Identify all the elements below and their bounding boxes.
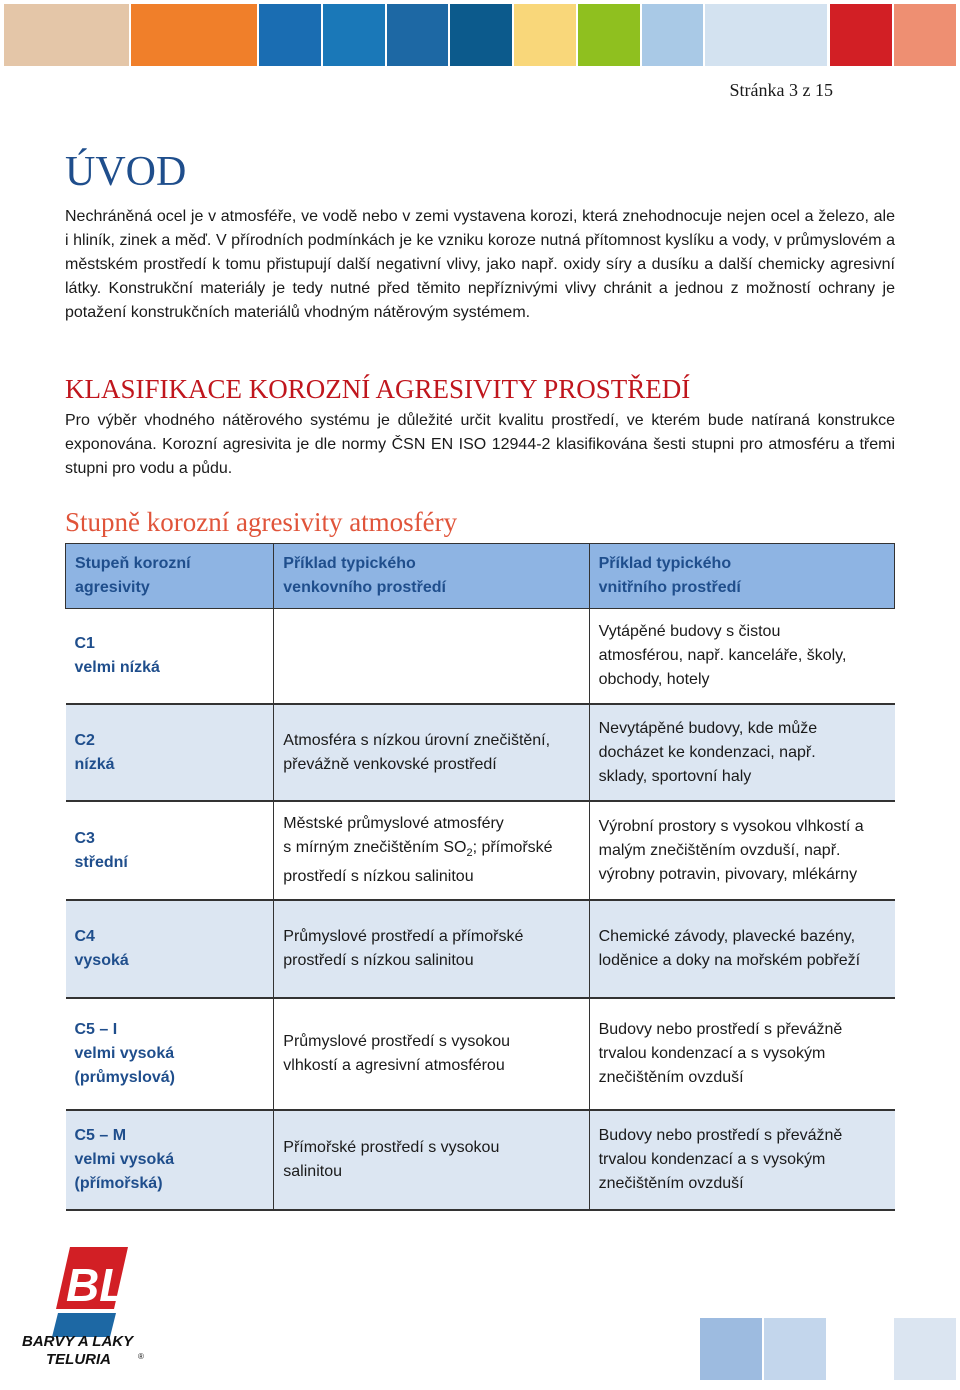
logo-line2: TELURIA	[46, 1351, 111, 1368]
table-row	[66, 998, 895, 1110]
header-indoor: Příklad typického vnitřního prostředí	[589, 544, 894, 609]
grade-cell: C3 střední	[66, 801, 274, 900]
table-row	[66, 900, 895, 998]
intro-paragraph: Nechráněná ocel je v atmosféře, ve vodě nebo v zemi vystavena korozi, která znehodnocuje nejen ocel a železo, ale i hliník, zinek a měď. V přírodních podmínkách je ke vzniku koroze nutná přítomnost kyslíku a vody, v průmyslovém a městském prostředí k tomu přistupují další negativní vlivy, jako např. oxidy síry a dusíku a další chemicky agresivní látky. Konstrukční materiály je tedy nutné před těmito nepříznivými vlivy chránit a jednou z možností ochrany je potažení konstrukčních materiálů vhodným nátěrovým systémem.	[65, 208, 895, 321]
logo-mark	[52, 1247, 128, 1337]
outdoor-cell: Městské průmyslové atmosféry s mírným znečištěním $SO_2$; přímořské prostředí s nízkou salinitou	[274, 801, 589, 900]
classification-title: KLASIFIKACE KOROZNÍ AGRESIVITY PROSTŘEDÍ	[65, 374, 691, 404]
atmosphere-title: Stupně korozní agresivity atmosféry	[65, 507, 458, 537]
outdoor-cell: Průmyslové prostředí s vysokou vlhkostí a agresivní atmosférou	[274, 998, 589, 1110]
grade-cell: C4 vysoká	[66, 900, 274, 998]
footer-band-block	[764, 1318, 826, 1380]
footer-band-block	[894, 1318, 956, 1380]
header-band-block	[514, 4, 576, 66]
outdoor-cell: Průmyslové prostředí a přímořské prostředí s nízkou salinitou	[274, 900, 589, 998]
header-band-block	[894, 4, 956, 66]
logo-registered: ®	[138, 1352, 144, 1361]
indoor-cell: Budovy nebo prostředí s převážně trvalou kondenzací a s vysokým znečištěním ovzduší	[589, 1110, 894, 1210]
outdoor-cell	[274, 609, 589, 705]
company-logo	[20, 1245, 170, 1370]
header-band-block	[4, 4, 129, 66]
header-band-block	[642, 4, 703, 66]
intro-title: ÚVOD	[65, 149, 187, 195]
classification-paragraph: Pro výběr vhodného nátěrového systému je důležité určit kvalitu prostředí, ve kterém bude natíraná konstrukce exponována. Korozní agresivita je dle normy ČSN EN ISO 12944-2 klasifikována šesti stupni pro atmosféru a třemi stupni pro vodu a půdu.	[65, 412, 895, 477]
indoor-cell: Chemické závody, plavecké bazény, loděnice a doky na mořském pobřeží	[589, 900, 894, 998]
logo-mark-text: BL	[66, 1259, 128, 1311]
grade-cell: C1 velmi nízká	[66, 609, 274, 705]
grade-cell: C2 nízká	[66, 704, 274, 801]
header-band-block	[830, 4, 892, 66]
header-color-band	[0, 4, 960, 66]
table-row	[66, 801, 895, 900]
indoor-cell: Vytápěné budovy s čistou atmosférou, např. kanceláře, školy, obchody, hotely	[589, 609, 894, 705]
indoor-cell: Nevytápěné budovy, kde může docházet ke kondenzaci, např. sklady, sportovní haly	[589, 704, 894, 801]
indoor-cell: Výrobní prostory s vysokou vlhkostí a malým znečištěním ovzduší, např. výrobny potravin, pivovary, mlékárny	[589, 801, 894, 900]
grade-cell: C5 – M velmi vysoká (přímořská)	[66, 1110, 274, 1210]
table-row	[66, 609, 895, 705]
outdoor-cell: Přímořské prostředí s vysokou salinitou	[274, 1110, 589, 1210]
header-band-block	[387, 4, 448, 66]
header-band-block	[705, 4, 827, 66]
header-outdoor: Příklad typického venkovního prostředí	[274, 544, 589, 609]
header-band-block	[259, 4, 321, 66]
table-row	[66, 1110, 895, 1210]
indoor-cell: Budovy nebo prostředí s převážně trvalou kondenzací a s vysokým znečištěním ovzduší	[589, 998, 894, 1110]
corrosivity-table	[65, 543, 895, 1211]
grade-cell: C5 – I velmi vysoká (průmyslová)	[66, 998, 274, 1110]
header-band-block	[131, 4, 257, 66]
header-grade: Stupeň korozní agresivity	[66, 544, 274, 609]
header-band-block	[450, 4, 512, 66]
table-header-row	[66, 544, 895, 609]
outdoor-cell: Atmosféra s nízkou úrovní znečištění, převážně venkovské prostředí	[274, 704, 589, 801]
header-band-block	[578, 4, 640, 66]
header-band-block	[323, 4, 385, 66]
outdoor-line: s mírným znečištěním $SO_2$; přímořské	[283, 838, 553, 860]
logo-line1: BARVY A LAKY	[22, 1333, 134, 1350]
footer-band-block	[700, 1318, 762, 1380]
footer-color-band	[700, 1318, 960, 1380]
page-number: Stránka 3 z 15	[729, 80, 833, 100]
table-row	[66, 704, 895, 801]
